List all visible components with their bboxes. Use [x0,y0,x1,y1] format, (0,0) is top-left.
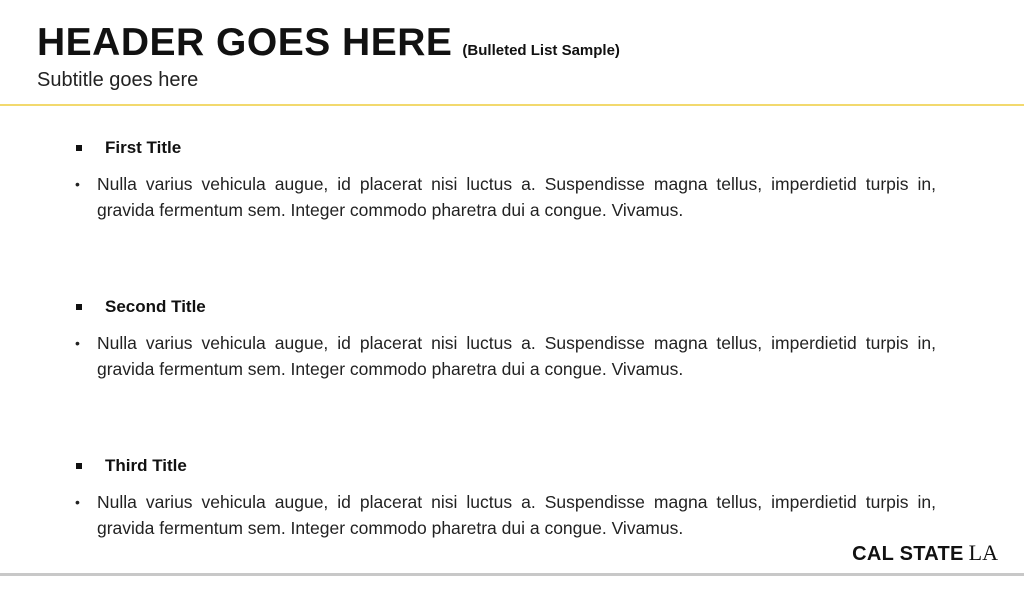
header-divider [0,104,1024,106]
dot-bullet-icon: • [75,176,80,192]
paragraph-row [74,490,936,541]
cal-state-la-logo [852,540,998,566]
header [37,18,620,92]
logo-main-text: CAL STATE [852,543,964,565]
page-title: HEADER GOES HERE [37,21,453,64]
section-title: Second Title [105,297,206,316]
square-bullet-icon [76,463,82,469]
section-title-row [74,295,936,319]
title-line [37,18,620,68]
list-section [74,295,936,454]
dot-bullet-icon: • [75,335,80,351]
paragraph-row [74,172,936,223]
square-bullet-icon [76,145,82,151]
dot-bullet-icon: • [75,494,80,510]
page-subtitle: Subtitle goes here [37,69,199,91]
section-paragraph: Nulla varius vehicula augue, id placerat nisi luctus a. Suspendisse magna tellus, imperdietid turpis in, gravida fermentum sem. Integer commodo pharetra dui a congue. Vivamus. [97,174,936,220]
section-title: Third Title [105,456,187,475]
section-title-row [74,136,936,160]
logo-suffix-text: LA [968,540,998,565]
title-note: (Bulleted List Sample) [462,42,620,59]
section-title-row [74,454,936,478]
section-paragraph: Nulla varius vehicula augue, id placerat nisi luctus a. Suspendisse magna tellus, imperdietid turpis in, gravida fermentum sem. Integer commodo pharetra dui a congue. Vivamus. [97,492,936,538]
section-title: First Title [105,138,182,157]
section-paragraph: Nulla varius vehicula augue, id placerat nisi luctus a. Suspendisse magna tellus, imperdietid turpis in, gravida fermentum sem. Integer commodo pharetra dui a congue. Vivamus. [97,333,936,379]
paragraph-row [74,331,936,382]
list-section [74,136,936,295]
square-bullet-icon [76,304,82,310]
bulleted-list [74,136,936,613]
list-section [74,454,936,613]
